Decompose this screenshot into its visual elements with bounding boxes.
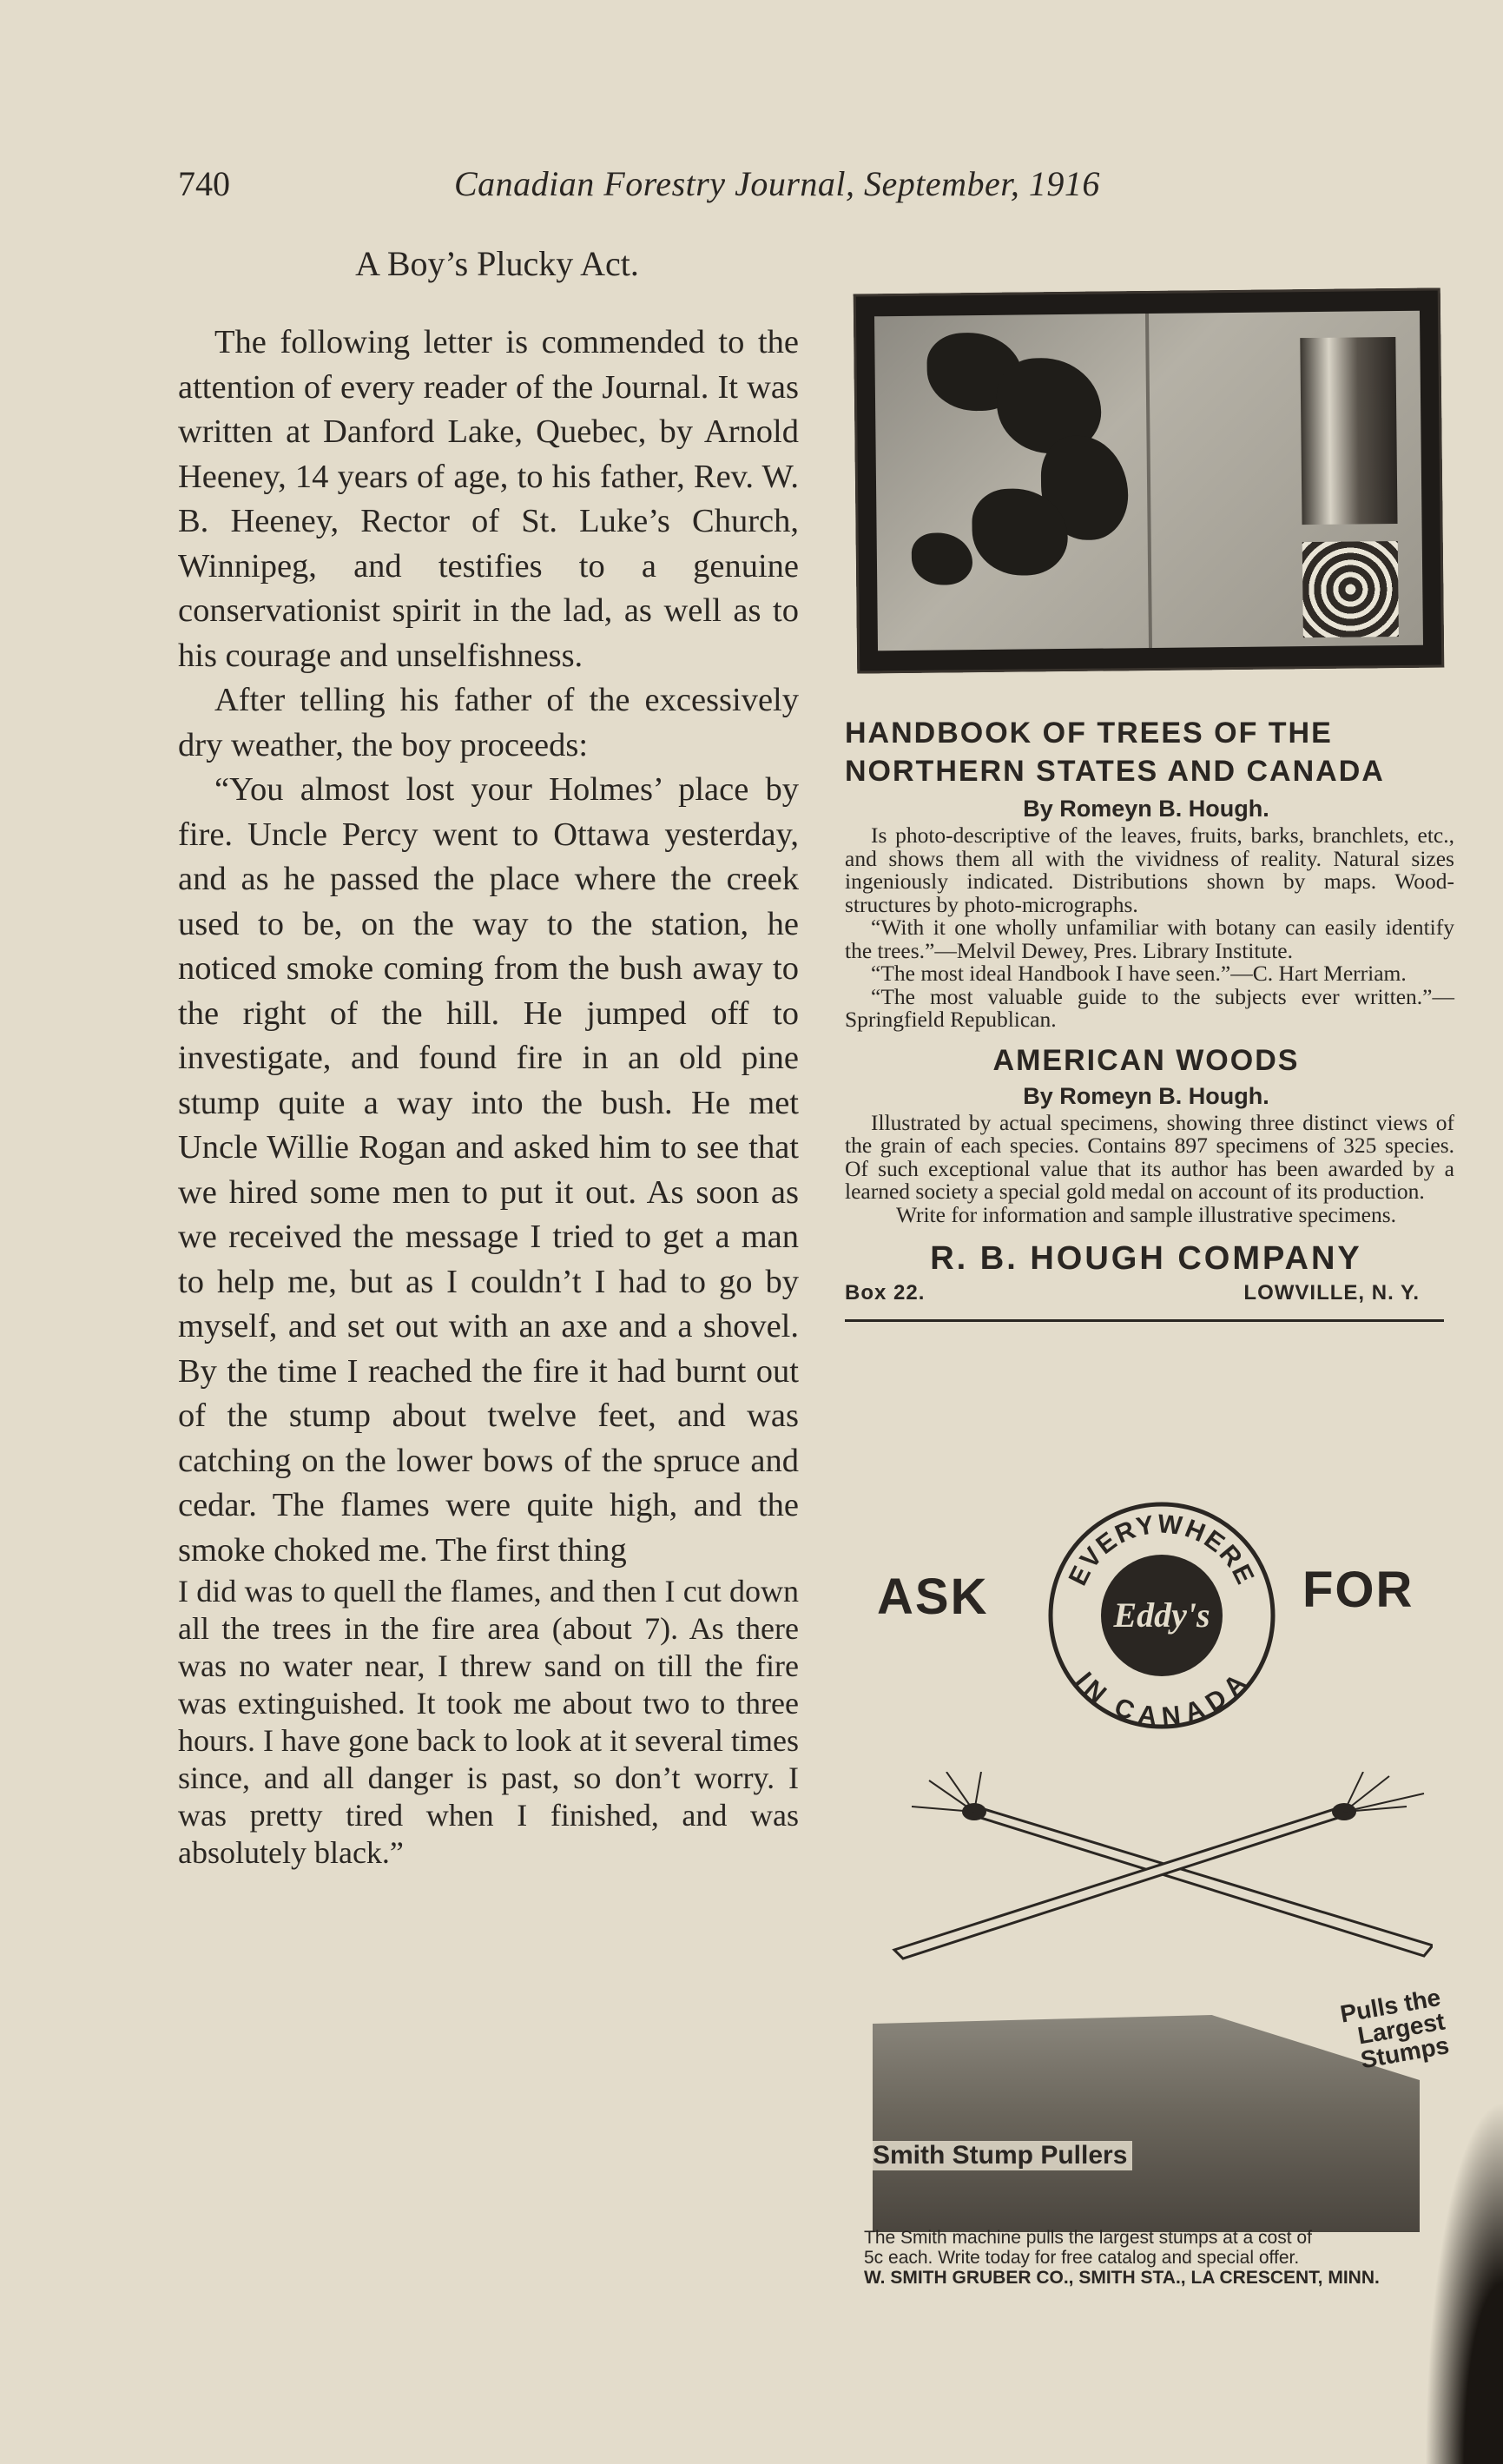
eddy-seal-logo [1045, 1498, 1279, 1733]
smith-headline: Pulls the Largest Stumps [1338, 1983, 1452, 2074]
page-number: 740 [178, 164, 230, 203]
woods-title: AMERICAN WOODS [992, 1043, 1300, 1077]
woods-author: By Romeyn B. Hough. [1023, 1082, 1269, 1109]
handbook-photo [854, 287, 1445, 673]
woods-cta: Write for information and sample illustrative specimens. [895, 1201, 1397, 1227]
article-paragraph: I did was to quell the flames, and then I cut down all the trees in the fire area (about 7). As there was no water near, I threw sand on till the fire was extinguished. It took me about two to three hours. I have gone back to look at it several times since, and all danger is past, so don’t worry. I was pretty tired when I finished, and was absolutely black.” [178, 1574, 799, 1870]
seal-brand-text: Eddy's [1113, 1595, 1210, 1635]
article-paragraph: The following letter is commended to the attention of every reader of the Journal. It was written at Danford Lake, Quebec, by Arnold Heeney, 14 years of age, to his father, Rev. W. B. Heeney, Rector of St. Luke’s Church, Winnipeg, and testifies to a genuine conservationist spirit in the lad, as well as to his courage and unselfishness. [178, 324, 799, 674]
advertisement-column [838, 291, 1454, 1322]
handbook-quote-text: “The most valuable guide to the subjects ever written.”—Springfield Republican. [845, 983, 1454, 1032]
smith-stump-puller-ad [864, 1983, 1452, 2302]
svg-text:IN CANADA [1070, 1668, 1253, 1732]
article-title: A Boy’s Plucky Act. [355, 244, 639, 283]
handbook-description [838, 824, 1454, 916]
smith-label: Smith Stump Pullers [867, 2141, 1132, 2170]
seal-top-text: EVERYWHERE [1063, 1509, 1261, 1590]
smith-caption-line: W. SMITH GRUBER CO., SMITH STA., LA CRESCENT, MINN. [864, 2268, 1380, 2288]
company-address [838, 1278, 1454, 1305]
smith-caption [864, 2228, 1454, 2288]
crossed-matches-illustration [877, 1772, 1433, 1972]
woods-description [838, 1109, 1454, 1204]
handbook-description-text: Is photo-descriptive of the leaves, fruits, barks, branchlets, etc., and shows them all with the vividness of reality. Natural sizes ingeniously indicated. Distributions shown by maps. Wood-structures by photo-micrographs. [845, 822, 1454, 917]
handbook-quote-text: “The most ideal Handbook I have seen.”—C. Hart Merriam. [871, 961, 1407, 986]
company-box: Box 22. [845, 1281, 926, 1305]
handbook-quote [838, 962, 1454, 986]
smith-caption-line: 5c each. Write today for free catalog and special offer. [864, 2248, 1300, 2268]
article-paragraph: After telling his father of the excessively dry weather, the boy proceeds: [178, 682, 799, 763]
divider-rule [845, 1319, 1444, 1322]
handbook-title-line: HANDBOOK OF TREES OF THE [845, 717, 1333, 750]
running-header [178, 163, 1185, 215]
ask-word: ASK [877, 1569, 989, 1625]
wood-structure-image [1302, 541, 1399, 637]
handbook-author: By Romeyn B. Hough. [1023, 796, 1269, 822]
bark-image [1300, 337, 1397, 525]
running-title: Canadian Forestry Journal, September, 1916 [454, 164, 1100, 203]
woods-description-text: Illustrated by actual specimens, showing three distinct views of the grain of each species. Contains 897 specimens of 325 species. Of such exceptional value that its author has been awarded by a learned society a special gold medal on account of its production. [845, 1109, 1454, 1204]
handbook-title-line: NORTHERN STATES AND CANADA [845, 755, 1385, 788]
company-city: LOWVILLE, N. Y. [1243, 1281, 1420, 1305]
seal-bottom-text: IN CANADA [1070, 1667, 1253, 1732]
article-column [178, 243, 799, 1872]
handbook-quote [838, 983, 1454, 1032]
handbook-quote-text: “With it one wholly unfamiliar with botany can easily identify the trees.”—Melvil Dewey, Pres. Library Institute. [845, 915, 1454, 963]
article-paragraph: “You almost lost your Holmes’ place by fire. Uncle Percy went to Ottawa yesterday, and as he passed the place where the creek used to be, on the way to the station, he noticed smoke coming from the bush away to the right of the hill. He jumped off to investigate, and found fire in an old pine stump quite a way into the bush. He met Uncle Willie Rogan and asked him to see that we hired some men to put it out. As soon as we received the message I tried to get a man to help me, but as I couldn’t I had to go by myself, and set out with an axe and a shovel. By the time I reached the fire it had burnt out of the stump about twelve feet, and was catching on the lower bows of the spruce and cedar. The flames were quite high, and the smoke choked me. The first thing [178, 771, 799, 1569]
smith-caption-line: The Smith machine pulls the largest stumps at a cost of [864, 2228, 1312, 2248]
handbook-title [845, 714, 1454, 790]
eddy-advertisement [838, 1498, 1454, 1750]
open-book-image [874, 311, 1423, 651]
for-word: FOR [1302, 1562, 1414, 1618]
handbook-quote [838, 916, 1454, 962]
company-name: R. B. HOUGH COMPANY [930, 1240, 1362, 1277]
